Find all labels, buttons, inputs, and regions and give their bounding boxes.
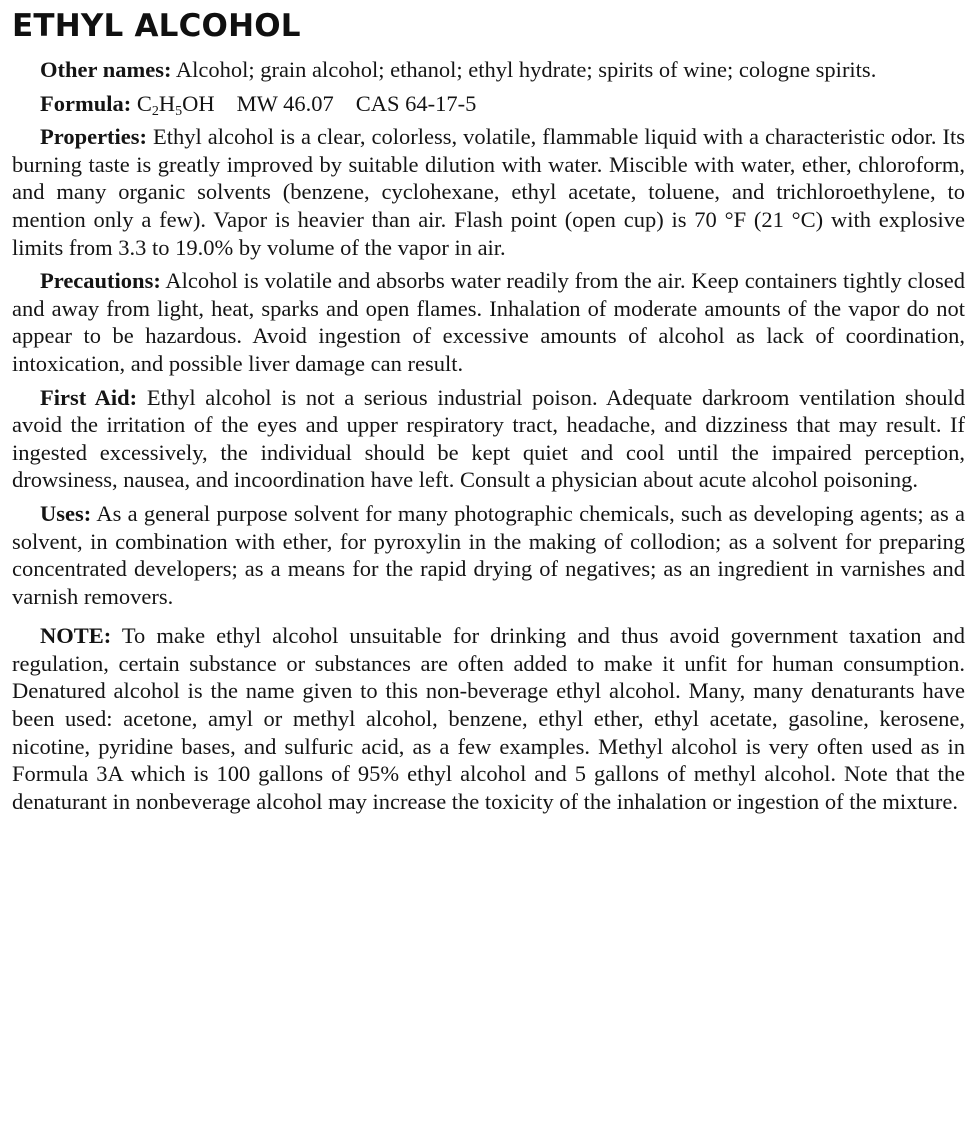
other-names-label: Other names: (40, 57, 172, 82)
formula-sub-5: 5 (175, 103, 183, 119)
formula-sub-2: 2 (151, 103, 159, 119)
formula-label: Formula: (40, 90, 132, 116)
properties-text: Ethyl alcohol is a clear, colorless, volatile, flammable liquid with a characteristic odor. Its burning taste is greatly improved by suitable dilution with water. Miscible with water, ether, chloroform, and many organic solvents (benzene, cyclohexane, ethyl acetate, toluene, and trichloroethylene, to mention only a few). Vapor is heavier than air. Flash point (open cup) is 70 °F (21 °C) with explosive limits from 3.3 to 19.0% by volume of the vapor in air. (12, 124, 965, 260)
properties-label: Properties: (40, 124, 148, 150)
note-paragraph (12, 622, 965, 815)
uses-label: Uses: (40, 500, 92, 526)
first-aid-label: First Aid: (40, 384, 138, 410)
first-aid-paragraph (12, 384, 965, 494)
cas-number: CAS 64-17-5 (355, 90, 477, 116)
formula-c: C (136, 90, 152, 116)
precautions-label: Precautions: (40, 268, 161, 294)
precautions-text: Alcohol is volatile and absorbs water readily from the air. Keep containers tightly closed and away from light, heat, sparks and open flames. Inhalation of moderate amounts of the vapor do not appear to be hazardous. Avoid ingestion of excessive amounts of alcohol as lack of coordination, intoxication, and possible liver damage can result. (12, 268, 965, 376)
precautions-paragraph (12, 267, 965, 377)
other-names-paragraph (12, 56, 965, 84)
properties-paragraph (12, 123, 965, 261)
other-names-text: Alcohol; grain alcohol; ethanol; ethyl hydrate; spirits of wine; cologne spirits. (171, 57, 877, 82)
formula-line (12, 90, 965, 118)
molecular-weight: MW 46.07 (236, 90, 334, 116)
uses-text: As a general purpose solvent for many photographic chemicals, such as developing agents; as a solvent, in combination with ether, for pyroxylin in the making of collodion; as a solvent for preparing concentrated developers; as a means for the rapid drying of negatives; as an ingredient in varnishes and varnish removers. (12, 500, 965, 609)
page-title: ETHYL ALCOHOL (12, 8, 301, 44)
note-text: To make ethyl alcohol unsuitable for drinking and thus avoid government taxation and regulation, certain substance or substances are often added to make it unfit for human consumption. Denatured alcohol is the name given to this non-beverage ethyl alcohol. Many, many denaturants have been used: acetone, amyl or methyl alcohol, benzene, ethyl ether, ethyl acetate, gasoline, kerosene, nicotine, pyridine bases, and sulfuric acid, as a few examples. Methyl alcohol is very often used as in Formula 3A which is 100 gallons of 95% ethyl alcohol and 5 gallons of methyl alcohol. Note that the denaturant in nonbeverage alcohol may increase the toxicity of the inhalation or ingestion of the mixture. (12, 623, 965, 814)
formula-oh: OH (182, 90, 215, 116)
formula-h: H (158, 90, 176, 116)
note-label: NOTE: (40, 623, 112, 649)
uses-paragraph (12, 500, 965, 610)
first-aid-text: Ethyl alcohol is not a serious industrial poison. Adequate darkroom ventilation should avoid the irritation of the eyes and upper respiratory tract, headache, and dizziness that may result. If ingested excessively, the individual should be kept quiet and cool until the impaired perception, drowsiness, nausea, and incoordination have left. Consult a physician about acute alcohol poisoning. (12, 384, 965, 493)
